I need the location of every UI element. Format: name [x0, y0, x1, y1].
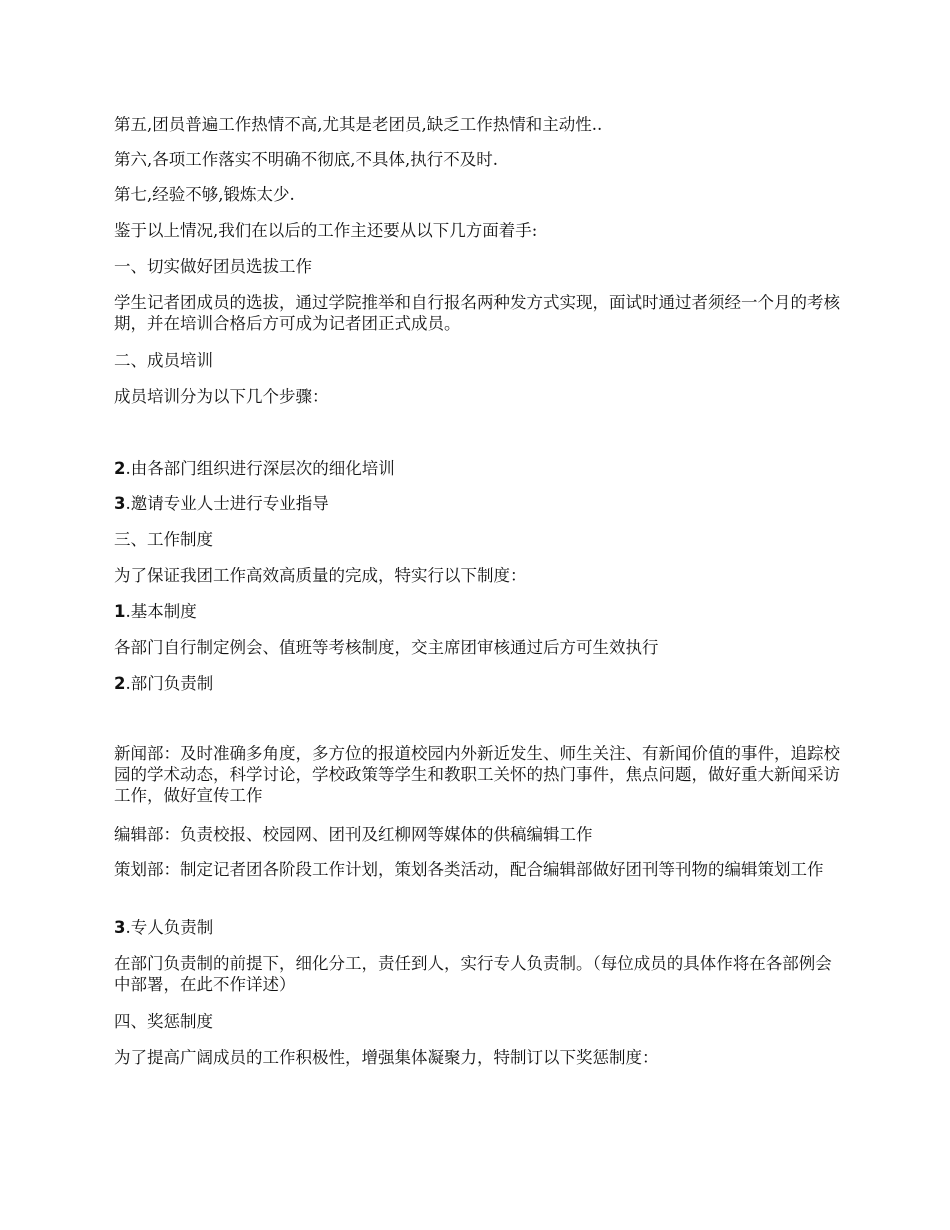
- paragraph-training-steps: 成员培训分为以下几个步骤：: [114, 387, 329, 406]
- list-item-training-3: 3.邀请专业人士进行专业指导: [114, 494, 329, 513]
- heading-section-three: 三、工作制度: [114, 530, 213, 549]
- paragraph-sixth-point: 第六,各项工作落实不明确不彻底,不具体,执行不及时.: [114, 150, 498, 169]
- paragraph-fifth-point: 第五,团员普遍工作热情不高,尤其是老团员,缺乏工作热情和主动性..: [114, 115, 603, 134]
- paragraph-individual-system: 在部门负责制的前提下，细化分工，责任到人，实行专人负责制。（每位成员的具体作将在各部例会中部署，在此不作详述）: [114, 954, 832, 994]
- paragraph-editing-department: 编辑部：负责校报、校园网、团刊及红柳网等媒体的供稿编辑工作: [114, 825, 593, 844]
- subheading-individual-system: 3.专人负责制: [114, 918, 214, 937]
- paragraph-seventh-point: 第七,经验不够,锻炼太少.: [114, 185, 295, 204]
- paragraph-selection: 学生记者团成员的选拔，通过学院推举和自行报名两种发方式实现，面试时通过者须经一个月的考核期，并在培训合格后方可成为记者团正式成员。: [114, 293, 840, 333]
- paragraph-intro-measures: 鉴于以上情况,我们在以后的工作主还要从以下几方面着手:: [114, 221, 538, 240]
- subheading-basic-system: 1.基本制度: [114, 602, 197, 621]
- heading-section-two: 二、成员培训: [114, 351, 213, 370]
- heading-section-four: 四、奖惩制度: [114, 1012, 213, 1031]
- list-item-training-2: 2.由各部门组织进行深层次的细化培训: [114, 459, 395, 478]
- subheading-department-system: 2.部门负责制: [114, 674, 214, 693]
- paragraph-news-department: 新闻部：及时准确多角度，多方位的报道校园内外新近发生、师生关注、有新闻价值的事件，追踪校园的学术动态，科学讨论，学校政策等学生和教职工关怀的热门事件，焦点问题，做好重大新闻采访工作，做好宣传工作: [114, 744, 840, 805]
- paragraph-planning-department: 策划部：制定记者团各阶段工作计划，策划各类活动，配合编辑部做好团刊等刊物的编辑策划工作: [114, 860, 824, 879]
- paragraph-rewards-intro: 为了提高广阔成员的工作积极性，增强集体凝聚力，特制订以下奖惩制度：: [114, 1048, 659, 1067]
- paragraph-basic-system: 各部门自行制定例会、值班等考核制度，交主席团审核通过后方可生效执行: [114, 638, 659, 657]
- paragraph-system-intro: 为了保证我团工作高效高质量的完成，特实行以下制度：: [114, 566, 527, 585]
- heading-section-one: 一、切实做好团员选拔工作: [114, 257, 312, 276]
